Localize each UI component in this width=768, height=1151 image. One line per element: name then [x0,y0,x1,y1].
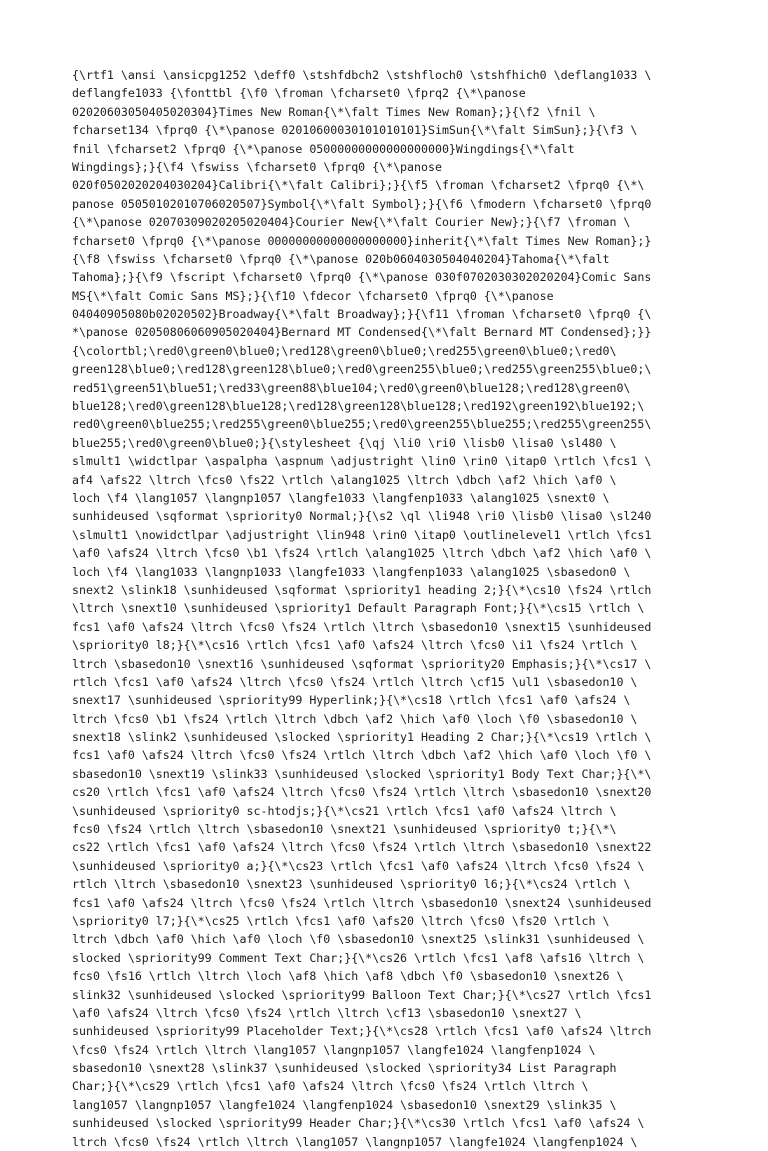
text-line: fcharset0 \fprq0 {\*\panose 00000000000000000000}inherit{\*\falt Times New Roman};} [72,233,652,248]
text-line: loch \f4 \lang1057 \langnp1057 \langfe1033 \langfenp1033 \alang1025 \snext0 \ [72,490,610,505]
text-line: \af0 \afs24 \ltrch \fcs0 \fs24 \rtlch \ltrch \cf13 \sbasedon10 \snext27 \ [72,1005,582,1020]
text-line: rtlch \fcs1 \af0 \afs24 \ltrch \fcs0 \fs24 \rtlch \ltrch \cf15 \ul1 \sbasedon10 \ [72,674,638,689]
text-line: sbasedon10 \snext19 \slink33 \sunhideused \slocked \spriority1 Body Text Char;}{\*\ [72,766,652,781]
text-line: sunhideused \slocked \spriority99 Header Char;}{\*\cs30 \rtlch \fcs1 \af0 \afs24 \ [72,1116,645,1131]
text-line: sunhideused \spriority99 Placeholder Text;}{\*\cs28 \rtlch \fcs1 \af0 \afs24 \ltrch [72,1024,652,1039]
text-line: rtlch \ltrch \sbasedon10 \snext23 \sunhideused \spriority0 l6;}{\*\cs24 \rtlch \ [72,877,631,892]
text-line: 02020603050405020304}Times New Roman{\*\falt Times New Roman};}{\f2 \fnil \ [72,104,596,119]
text-line: slmult1 \widctlpar \aspalpha \aspnum \adjustright \lin0 \rin0 \itap0 \rtlch \fcs1 \ [72,454,652,469]
text-line: fcs1 \af0 \afs24 \ltrch \fcs0 \fs24 \rtlch \ltrch \sbasedon10 \snext15 \sunhideused [72,619,652,634]
text-line: ltrch \fcs0 \b1 \fs24 \rtlch \ltrch \dbch \af2 \hich \af0 \loch \f0 \sbasedon10 \ [72,711,638,726]
text-line: 020f0502020204030204}Calibri{\*\falt Calibri};}{\f5 \froman \fcharset2 \fprq0 {\*\ [72,178,645,193]
text-line: {\colortbl;\red0\green0\blue0;\red128\green0\blue0;\red255\green0\blue0;\red0\ [72,343,617,358]
text-line: sunhideused \sqformat \spriority0 Normal;}{\s2 \ql \li948 \ri0 \lisb0 \lisa0 \sl240 [72,509,652,524]
text-line: ltrch \dbch \af0 \hich \af0 \loch \f0 \sbasedon10 \snext25 \slink31 \sunhideused \ [72,932,645,947]
text-line: \spriority0 l8;}{\*\cs16 \rtlch \fcs1 \af0 \afs24 \ltrch \fcs0 \i1 \fs24 \rtlch \ [72,638,638,653]
text-line: \slmult1 \nowidctlpar \adjustright \lin948 \rin0 \itap0 \outlinelevel1 \rtlch \fcs1 [72,527,652,542]
text-line: red0\green0\blue255;\red255\green0\blue255;\red0\green255\blue255;\red255\green255\ [72,417,652,432]
text-line: \ltrch \snext10 \sunhideused \spriority1 Default Paragraph Font;}{\*\cs15 \rtlch \ [72,601,645,616]
text-line: fcs1 \af0 \afs24 \ltrch \fcs0 \fs24 \rtlch \ltrch \dbch \af2 \hich \af0 \loch \f0 \ [72,748,652,763]
text-line: slocked \spriority99 Comment Text Char;}{\*\cs26 \rtlch \fcs1 \af8 \afs16 \ltrch \ [72,950,645,965]
text-line: lang1057 \langnp1057 \langfe1024 \langfenp1024 \sbasedon10 \snext29 \slink35 \ [72,1097,617,1112]
text-line: sbasedon10 \snext28 \slink37 \sunhideused \slocked \spriority34 List Paragraph [72,1061,617,1076]
text-line: green128\blue0;\red128\green128\blue0;\red0\green255\blue0;\red255\green255\blue0;\ [72,362,652,377]
text-line: blue128;\red0\green128\blue128;\red128\green128\blue128;\red192\green192\blue192;\ [72,399,645,414]
text-line: cs22 \rtlch \fcs1 \af0 \afs24 \ltrch \fcs0 \fs24 \rtlch \ltrch \sbasedon10 \snext22 [72,840,652,855]
text-line: red51\green51\blue51;\red33\green88\blue104;\red0\green0\blue128;\red128\green0\ [72,380,631,395]
text-line: \spriority0 l7;}{\*\cs25 \rtlch \fcs1 \af0 \afs20 \ltrch \fcs0 \fs20 \rtlch \ [72,913,610,928]
text-line: Tahoma};}{\f9 \fscript \fcharset0 \fprq0 {\*\panose 030f0702030302020204}Comic Sans [72,270,652,285]
text-line: fcharset134 \fprq0 {\*\panose 02010600030101010101}SimSun{\*\falt SimSun};}{\f3 \ [72,123,638,138]
text-line: fcs1 \af0 \afs24 \ltrch \fcs0 \fs24 \rtlch \ltrch \sbasedon10 \snext24 \sunhideused [72,895,652,910]
text-line: snext2 \slink18 \sunhideused \sqformat \spriority1 heading 2;}{\*\cs10 \fs24 \rtlch [72,582,652,597]
text-line: Wingdings};}{\f4 \fswiss \fcharset0 \fprq0 {\*\panose [72,159,442,174]
text-line: snext18 \slink2 \sunhideused \slocked \spriority1 Heading 2 Char;}{\*\cs19 \rtlch \ [72,730,652,745]
text-line: deflangfe1033 {\fonttbl {\f0 \froman \fcharset0 \fprq2 {\*\panose [72,86,526,101]
text-line: slink32 \sunhideused \slocked \spriority99 Balloon Text Char;}{\*\cs27 \rtlch \fcs1 [72,987,652,1002]
text-line: af4 \afs22 \ltrch \fcs0 \fs22 \rtlch \alang1025 \ltrch \dbch \af2 \hich \af0 \ [72,472,617,487]
text-line: fnil \fcharset2 \fprq0 {\*\panose 05000000000000000000}Wingdings{\*\falt [72,141,575,156]
text-line: ltrch \fcs0 \fs24 \rtlch \ltrch \lang1057 \langnp1057 \langfe1024 \langfenp1024 \ [72,1134,638,1149]
text-line: \af0 \afs24 \ltrch \fcs0 \b1 \fs24 \rtlch \alang1025 \ltrch \dbch \af2 \hich \af0 \ [72,546,652,561]
text-line: {\f8 \fswiss \fcharset0 \fprq0 {\*\panose 020b0604030504040204}Tahoma{\*\falt [72,251,610,266]
text-line: {\*\panose 02070309020205020404}Courier New{\*\falt Courier New};}{\f7 \froman \ [72,215,631,230]
text-line: loch \f4 \lang1033 \langnp1033 \langfe1033 \langfenp1033 \alang1025 \sbasedon0 \ [72,564,631,579]
text-line: \sunhideused \spriority0 a;}{\*\cs23 \rtlch \fcs1 \af0 \afs24 \ltrch \fcs0 \fs24 \ [72,858,645,873]
text-line: snext17 \sunhideused \spriority99 Hyperlink;}{\*\cs18 \rtlch \fcs1 \af0 \afs24 \ [72,693,631,708]
text-line: ltrch \sbasedon10 \snext16 \sunhideused \sqformat \spriority20 Emphasis;}{\*\cs17 \ [72,656,652,671]
text-line: panose 05050102010706020507}Symbol{\*\falt Symbol};}{\f6 \fmodern \fcharset0 \fprq0 [72,196,652,211]
text-line: fcs0 \fs24 \rtlch \ltrch \sbasedon10 \snext21 \sunhideused \spriority0 t;}{\*\ [72,822,617,837]
text-line: fcs0 \fs16 \rtlch \ltrch \loch \af8 \hich \af8 \dbch \f0 \sbasedon10 \snext26 \ [72,969,624,984]
text-line: \fcs0 \fs24 \rtlch \ltrch \lang1057 \langnp1057 \langfe1024 \langfenp1024 \ [72,1042,596,1057]
text-line: *\panose 02050806060905020404}Bernard MT Condensed{\*\falt Bernard MT Condensed};}} [72,325,652,340]
text-line: 04040905080b02020502}Broadway{\*\falt Broadway};}{\f11 \froman \fcharset0 \fprq0 {\ [72,307,652,322]
text-line: {\rtf1 \ansi \ansicpg1252 \deff0 \stshfdbch2 \stshfloch0 \stshfhich0 \deflang1033 \ [72,68,652,82]
rtf-source-text [72,66,712,1151]
text-line: Char;}{\*\cs29 \rtlch \fcs1 \af0 \afs24 \ltrch \fcs0 \fs24 \rtlch \ltrch \ [72,1079,589,1094]
text-line: blue255;\red0\green0\blue0;}{\stylesheet {\qj \li0 \ri0 \lisb0 \lisa0 \sl480 \ [72,435,617,450]
text-line: cs20 \rtlch \fcs1 \af0 \afs24 \ltrch \fcs0 \fs24 \rtlch \ltrch \sbasedon10 \snext20 [72,785,652,800]
text-line: \sunhideused \spriority0 sc-htodjs;}{\*\cs21 \rtlch \fcs1 \af0 \afs24 \ltrch \ [72,803,617,818]
text-line: MS{\*\falt Comic Sans MS};}{\f10 \fdecor \fcharset0 \fprq0 {\*\panose [72,288,554,303]
